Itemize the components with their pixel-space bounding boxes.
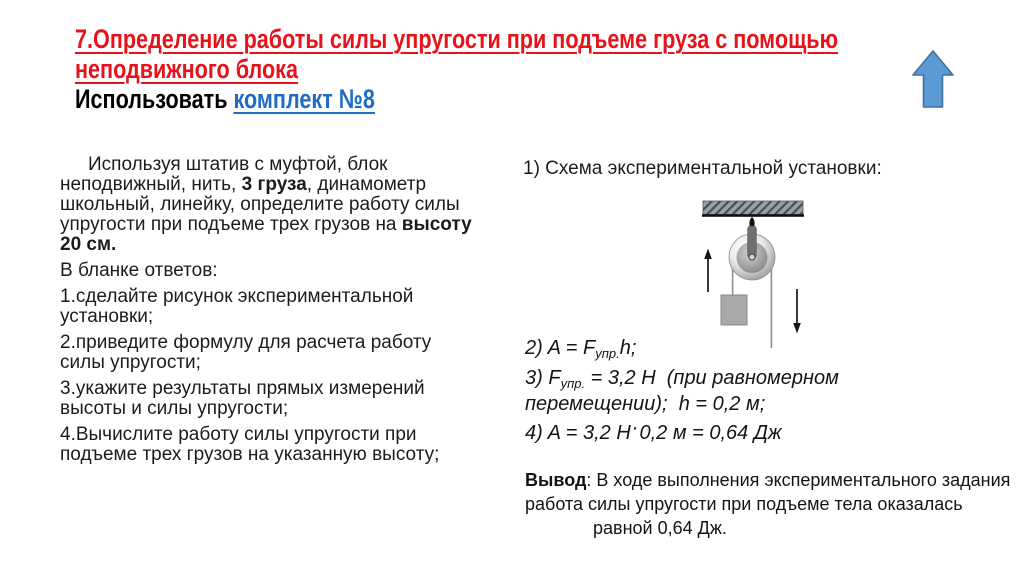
load-weight [721, 295, 747, 325]
conclusion-result: равной 0,64 Дж. [593, 518, 727, 538]
task-item-1: 1.сделайте рисунок экспериментальной установки; [60, 286, 414, 327]
subscript-upr: упр. [560, 376, 586, 391]
scheme-heading: 1) Схема экспериментальной установки: [523, 158, 882, 179]
intro-line-3: школьный, линейку, определите работу силы [60, 194, 460, 215]
intro-line-1: Используя штатив с муфтой, блок [88, 154, 388, 175]
ceiling-bar [703, 201, 803, 215]
pulley-bracket [748, 226, 757, 258]
title-line-1-text: 7.Определение работы силы упругости при подъеме груза с помощью [75, 24, 839, 54]
bold-3-loads: 3 груза [241, 174, 307, 195]
calculation-steps [525, 336, 915, 450]
ceiling-bottom-edge [702, 214, 804, 217]
intro-paragraph: Используя штатив с муфтой, блок неподвижный, нить, 3 груза, динамометр школьный, линейку, определите работу силы упругости при подъеме трех грузов на высоту 20 см. [60, 154, 472, 255]
arrow-up-icon [704, 249, 712, 293]
bold-height: высоту [401, 214, 472, 235]
title-line-2 [75, 54, 875, 84]
page-title [75, 24, 875, 114]
task-item-4: 4.Вычислите работу силы упругости при подъеме трех грузов на указанную высоту; [60, 424, 440, 465]
formula-4: 4) A = 3,2 Н·0,2 м = 0,64 Дж [525, 417, 782, 444]
subscript-upr: упр. [595, 346, 620, 361]
task-description [60, 155, 510, 471]
experiment-diagram [690, 196, 820, 352]
task-item-2: 2.приведите формулу для расчета работу силы упругости; [60, 332, 432, 373]
title-line-2-text: неподвижного блока [75, 54, 299, 84]
title-line-1 [75, 24, 875, 54]
conclusion-label: Вывод [525, 470, 587, 490]
kit-hyperlink[interactable]: комплект №8 [233, 84, 375, 114]
task-item-3: 3.укажите результаты прямых измерений высоты и силы упругости; [60, 378, 425, 419]
bold-20-cm: 20 см. [60, 234, 117, 255]
up-arrow-shape [913, 51, 953, 107]
answer-sheet-header: В бланке ответов: [60, 260, 218, 281]
arrow-down-icon [793, 289, 801, 334]
use-kit-label: Использовать [75, 84, 234, 114]
formula-2: 2) $A = F_{упр.}h$; [525, 337, 637, 361]
conclusion: Вывод: В ходе выполнения экспериментального задания работа силы упругости при подъеме тела оказалась равной 0,64 Дж. [525, 470, 1011, 538]
multiplication-dot: · [631, 417, 639, 439]
formula-3: 3) $F_{упр.} = 3,2$ Н (при равномерном перемещении); h = 0,2 м; [525, 367, 839, 415]
up-arrow-icon [910, 48, 956, 110]
pulley-axle [749, 254, 755, 260]
nav-up-button[interactable] [910, 48, 956, 110]
subtitle-line [75, 84, 875, 114]
